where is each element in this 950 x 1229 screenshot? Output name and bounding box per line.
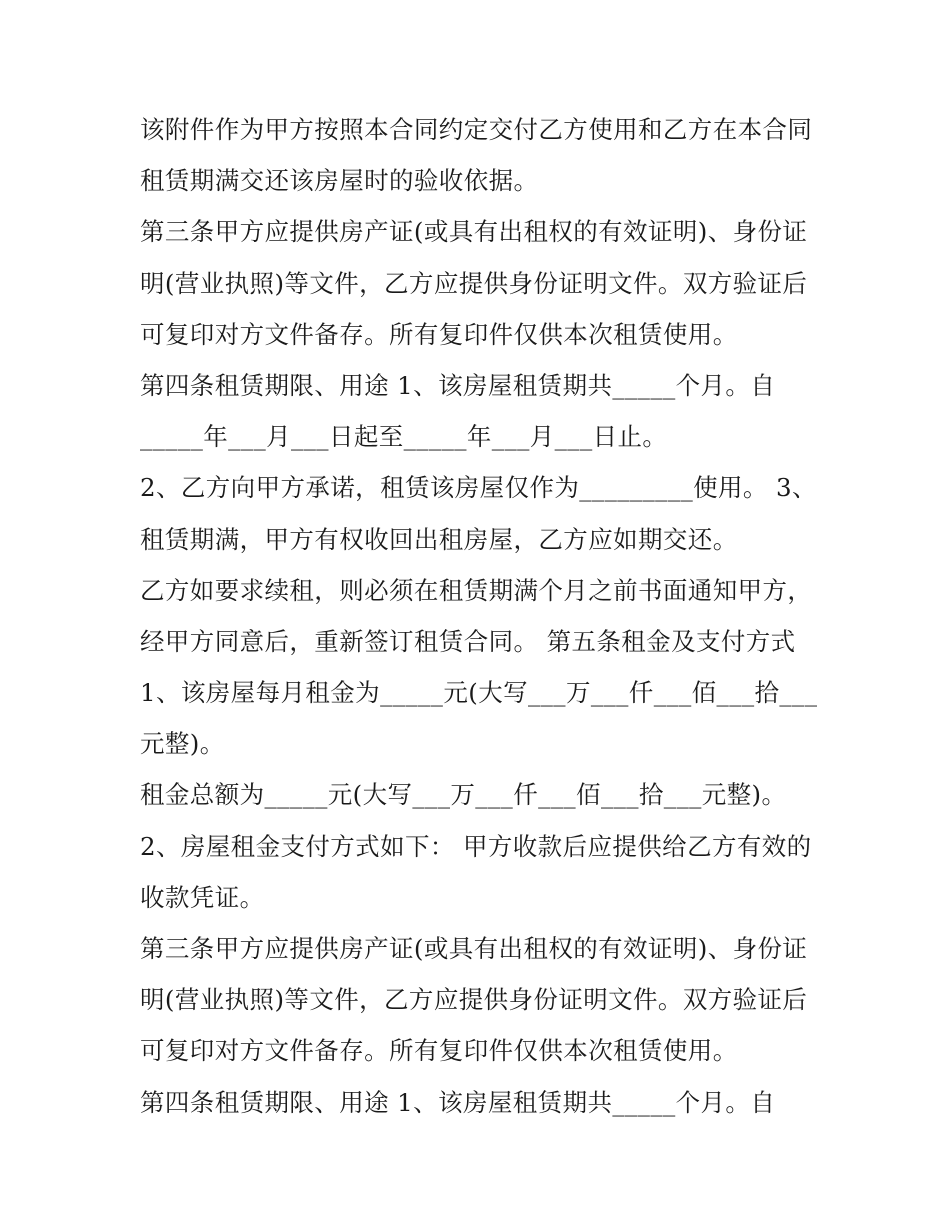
text-line-14: 租金总额为_____元(大写___万___仟___佰___拾___元整)。	[140, 780, 787, 810]
text-line-13: 元整)。	[140, 729, 225, 759]
text-line-17: 第三条甲方应提供房产证(或具有出租权的有效证明)、身份证	[140, 934, 808, 963]
text-line-20: 第四条租赁期限、用途 1、该房屋租赁期共_____个月。自	[140, 1087, 776, 1117]
text-line-19: 可复印对方文件备存。所有复印件仅供本次租赁使用。	[140, 1036, 738, 1066]
text-line-9: 租赁期满，甲方有权收回出租房屋，乙方应如期交还。	[140, 524, 738, 554]
text-line-11: 经甲方同意后，重新签订租赁合同。 第五条租金及支付方式	[140, 626, 796, 656]
text-line-3: 第三条甲方应提供房产证(或具有出租权的有效证明)、身份证	[140, 217, 808, 247]
text-line-8: 2、乙方向甲方承诺，租赁该房屋仅作为_________使用。 3、	[140, 473, 817, 503]
text-line-2: 租赁期满交还该房屋时的验收依据。	[140, 166, 539, 196]
text-line-4: 明(营业执照)等文件，乙方应提供身份证明文件。双方验证后	[140, 268, 808, 298]
text-line-6: 第四条租赁期限、用途 1、该房屋租赁期共_____个月。自	[140, 370, 776, 400]
text-line-7: _____年___月___日起至_____年___月___日止。	[140, 422, 668, 452]
text-line-15: 2、房屋租金支付方式如下： 甲方收款后应提供给乙方有效的	[140, 831, 812, 861]
document-body	[140, 104, 820, 1128]
text-line-5: 可复印对方文件备存。所有复印件仅供本次租赁使用。	[140, 319, 738, 349]
text-line-1: 该附件作为甲方按照本合同约定交付乙方使用和乙方在本合同	[140, 115, 813, 144]
text-line-10: 乙方如要求续租，则必须在租赁期满个月之前书面通知甲方，	[140, 575, 813, 605]
text-line-16: 收款凭证。	[140, 882, 265, 912]
text-line-18: 明(营业执照)等文件，乙方应提供身份证明文件。双方验证后	[140, 985, 808, 1015]
text-line-12: 1、该房屋每月租金为_____元(大写___万___仟___佰___拾___	[140, 678, 818, 708]
